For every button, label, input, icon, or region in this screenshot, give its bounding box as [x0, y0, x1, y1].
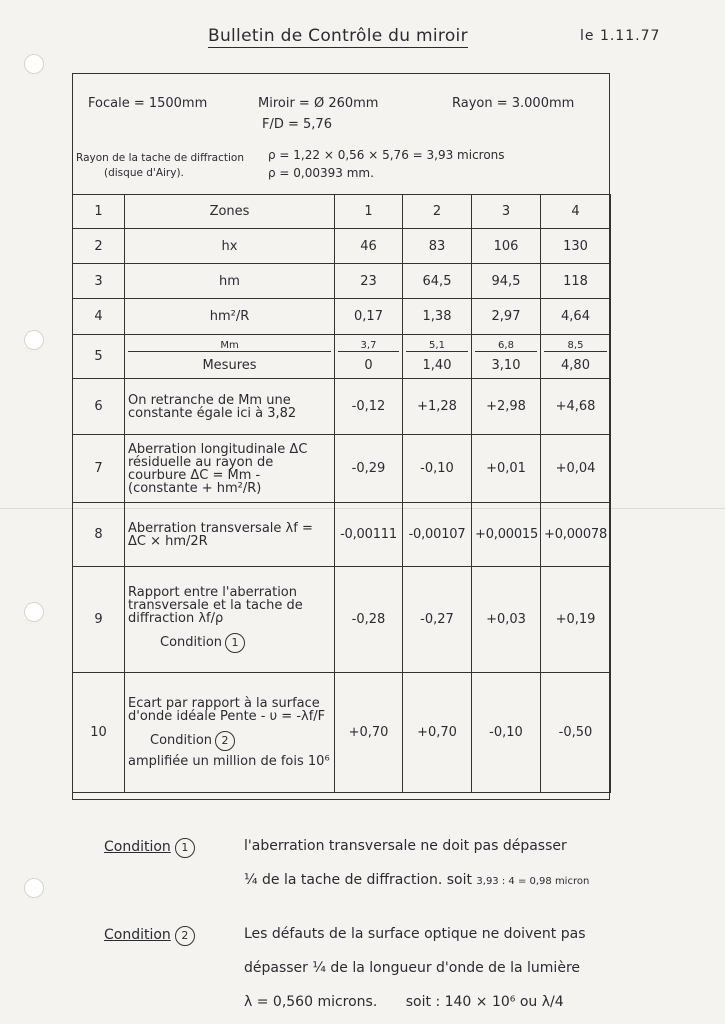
condition-2-line-2: dépasser ¼ de la longueur d'onde de la lumière: [244, 960, 580, 976]
cell-value-top: 8,5: [544, 340, 607, 352]
header-fd: F/D = 5,76: [262, 117, 332, 132]
table-row: [73, 673, 611, 793]
row-label: hx: [125, 229, 335, 264]
condition-1-number: 1: [175, 838, 195, 858]
row-label: Aberration longitudinale ΔC résiduelle au rayon de courbure ΔC = Mm - (constante + hm²/R): [125, 435, 335, 503]
row-label: hm²/R: [125, 299, 335, 335]
cell-value: 130: [541, 229, 611, 264]
cell-value: 83: [403, 229, 472, 264]
cell-value: [335, 335, 403, 379]
condition-number-circle: 1: [225, 633, 245, 653]
row-number: 8: [73, 503, 125, 567]
condition-2-lambda: λ = 0,560 microns.: [244, 994, 378, 1010]
row-label-text: Ecart par rapport à la surface d'onde idéale Pente - υ = -λf/F: [128, 696, 326, 724]
condition-note: [128, 731, 331, 751]
cell-value: +0,70: [403, 673, 472, 793]
condition-1-line-2-text: ¼ de la tache de diffraction. soit: [244, 872, 472, 888]
cell-value: -0,00107: [403, 503, 472, 567]
measurements-table: [72, 194, 611, 793]
row-number: 9: [73, 567, 125, 673]
row-number: 7: [73, 435, 125, 503]
cell-value: 3: [472, 195, 541, 229]
binder-hole: [24, 330, 44, 350]
cell-value: 118: [541, 264, 611, 299]
header-rayon: Rayon = 3.000mm: [452, 96, 575, 111]
cell-value: [472, 335, 541, 379]
cell-value: [403, 335, 472, 379]
condition-1-calc: 3,93 : 4 = 0,98 micron: [476, 876, 590, 887]
condition-note-label: Condition: [150, 733, 213, 748]
cell-value: 4: [541, 195, 611, 229]
header-rho: ρ = 0,00393 mm.: [268, 166, 374, 180]
cell-value: 46: [335, 229, 403, 264]
row-number: 6: [73, 379, 125, 435]
row-number: 10: [73, 673, 125, 793]
cell-value: 64,5: [403, 264, 472, 299]
cell-value: +0,00078: [541, 503, 611, 567]
condition-2-line-1: Les défauts de la surface optique ne doivent pas: [244, 926, 586, 942]
table-row: [73, 229, 611, 264]
condition-1-label: Condition: [104, 839, 171, 855]
cell-value: 2: [403, 195, 472, 229]
cell-value: -0,50: [541, 673, 611, 793]
cell-value: +4,68: [541, 379, 611, 435]
row-label: [125, 335, 335, 379]
footer-condition-1: [104, 838, 195, 858]
cell-value: 23: [335, 264, 403, 299]
row-label: Zones: [125, 195, 335, 229]
cell-value: +2,98: [472, 379, 541, 435]
cell-value: 2,97: [472, 299, 541, 335]
condition-2-line-3: [244, 994, 564, 1010]
cell-value: 0,17: [335, 299, 403, 335]
cell-value: [541, 335, 611, 379]
cell-value: -0,12: [335, 379, 403, 435]
cell-value: +0,70: [335, 673, 403, 793]
cell-value: -0,10: [403, 435, 472, 503]
condition-note-label: Condition: [160, 635, 223, 650]
row-number: 4: [73, 299, 125, 335]
table-row: [73, 264, 611, 299]
condition-number-circle: 2: [215, 731, 235, 751]
cell-value-bottom: 0: [364, 358, 373, 373]
row-label-top: Mm: [128, 340, 331, 352]
row-label-text: Rapport entre l'aberration transversale et la tache de diffraction λf/ρ: [128, 585, 303, 626]
binder-hole: [24, 54, 44, 74]
cell-value: -0,10: [472, 673, 541, 793]
condition-note: [128, 633, 331, 653]
row-number: 5: [73, 335, 125, 379]
cell-value: +0,19: [541, 567, 611, 673]
cell-value: 1: [335, 195, 403, 229]
cell-value: -0,29: [335, 435, 403, 503]
header-focale: Focale = 1500mm: [88, 96, 208, 111]
binder-hole: [24, 878, 44, 898]
cell-value: +0,01: [472, 435, 541, 503]
cell-value-top: 5,1: [406, 340, 468, 352]
table-row: [73, 195, 611, 229]
cell-value: 106: [472, 229, 541, 264]
header-disque: (disque d'Airy).: [104, 167, 184, 179]
cell-value: +0,03: [472, 567, 541, 673]
table-row: [73, 335, 611, 379]
cell-value: +1,28: [403, 379, 472, 435]
row-label-note: amplifiée un million de fois 10⁶: [128, 754, 330, 769]
condition-2-label: Condition: [104, 927, 171, 943]
row-number: 3: [73, 264, 125, 299]
cell-value: +0,00015: [472, 503, 541, 567]
binder-hole: [24, 602, 44, 622]
cell-value: -0,27: [403, 567, 472, 673]
cell-value-top: 3,7: [338, 340, 399, 352]
table-row: [73, 567, 611, 673]
cell-value: -0,00111: [335, 503, 403, 567]
row-label: hm: [125, 264, 335, 299]
footer-condition-2: [104, 926, 195, 946]
header-miroir: Miroir = Ø 260mm: [258, 96, 379, 111]
header-formula: ρ = 1,22 × 0,56 × 5,76 = 3,93 microns: [268, 148, 505, 162]
table-row: [73, 299, 611, 335]
table-row: [73, 435, 611, 503]
row-label: On retranche de Mm une constante égale ici à 3,82: [125, 379, 335, 435]
row-label-bottom: Mesures: [202, 358, 257, 373]
row-label: [125, 567, 335, 673]
cell-value: +0,04: [541, 435, 611, 503]
cell-value: 4,64: [541, 299, 611, 335]
header-rayon-tache: Rayon de la tache de diffraction: [76, 152, 244, 164]
cell-value-top: 6,8: [475, 340, 537, 352]
row-number: 1: [73, 195, 125, 229]
cell-value-bottom: 3,10: [491, 358, 521, 373]
condition-1-line-1: l'aberration transversale ne doit pas dépasser: [244, 838, 567, 854]
condition-2-number: 2: [175, 926, 195, 946]
row-number: 2: [73, 229, 125, 264]
cell-value-bottom: 1,40: [422, 358, 452, 373]
cell-value-bottom: 4,80: [561, 358, 590, 373]
row-label: [125, 673, 335, 793]
cell-value: 1,38: [403, 299, 472, 335]
condition-2-soit: soit : 140 × 10⁶ ou λ/4: [405, 994, 564, 1010]
page-title: Bulletin de Contrôle du miroir: [208, 26, 468, 46]
page-date: le 1.11.77: [580, 28, 661, 44]
cell-value: -0,28: [335, 567, 403, 673]
table-row: [73, 379, 611, 435]
condition-1-line-2: [244, 872, 589, 888]
row-label: Aberration transversale λf = ΔC × hm/2R: [125, 503, 335, 567]
cell-value: 94,5: [472, 264, 541, 299]
table-row: [73, 503, 611, 567]
